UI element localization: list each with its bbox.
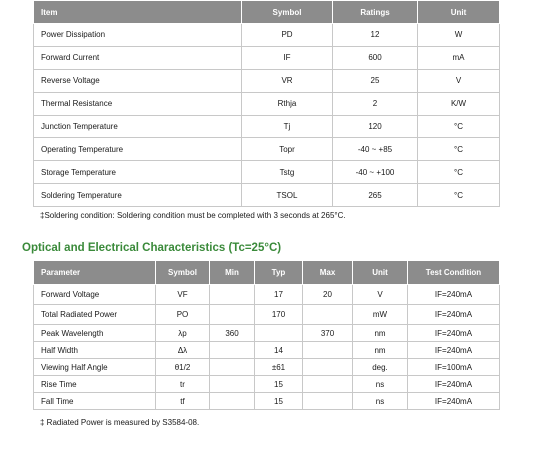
cell-symbol: Δλ [156, 342, 210, 359]
radiated-power-note: ‡ Radiated Power is measured by S3584-08. [40, 418, 200, 427]
cell-parameter: Viewing Half Angle [34, 359, 156, 376]
cell-rating: -40 ~ +100 [333, 161, 418, 184]
soldering-condition-note: ‡Soldering condition: Soldering condition must be completed with 3 seconds at 265°C. [40, 211, 346, 220]
cell-max [303, 376, 353, 393]
table-row [34, 138, 500, 161]
cell-rating: 265 [333, 184, 418, 207]
cell-unit: V [418, 69, 500, 92]
cell-rating: -40 ~ +85 [333, 138, 418, 161]
cell-test-condition: IF=240mA [408, 342, 500, 359]
cell-max: 20 [303, 285, 353, 305]
table-header-row [34, 1, 500, 24]
cell-min: 360 [210, 325, 255, 342]
cell-unit: V [353, 285, 408, 305]
cell-max [303, 393, 353, 410]
section-title: Optical and Electrical Characteristics (Tc=25°C) [22, 242, 282, 254]
table-row [34, 359, 500, 376]
cell-unit: °C [418, 115, 500, 138]
cell-rating: 600 [333, 46, 418, 69]
cell-symbol: Topr [242, 138, 333, 161]
cell-symbol: PD [242, 24, 333, 47]
cell-test-condition: IF=240mA [408, 285, 500, 305]
cell-item: Reverse Voltage [34, 69, 242, 92]
cell-unit: °C [418, 161, 500, 184]
cell-typ: 170 [255, 305, 303, 325]
cell-unit: ns [353, 376, 408, 393]
cell-unit: mA [418, 46, 500, 69]
cell-typ: ±61 [255, 359, 303, 376]
table-row [34, 305, 500, 325]
table-row [34, 161, 500, 184]
cell-test-condition: IF=100mA [408, 359, 500, 376]
cell-item: Operating Temperature [34, 138, 242, 161]
cell-unit: nm [353, 325, 408, 342]
cell-item: Junction Temperature [34, 115, 242, 138]
column-header-symbol: Symbol [242, 1, 333, 24]
cell-item: Soldering Temperature [34, 184, 242, 207]
column-header-unit: Unit [353, 261, 408, 285]
cell-typ [255, 325, 303, 342]
cell-rating: 25 [333, 69, 418, 92]
cell-unit: °C [418, 138, 500, 161]
cell-parameter: Peak Wavelength [34, 325, 156, 342]
cell-test-condition: IF=240mA [408, 305, 500, 325]
cell-unit: deg. [353, 359, 408, 376]
cell-parameter: Fall Time [34, 393, 156, 410]
cell-symbol: tr [156, 376, 210, 393]
cell-symbol: Rthja [242, 92, 333, 115]
cell-min [210, 342, 255, 359]
table-row [34, 115, 500, 138]
cell-symbol: IF [242, 46, 333, 69]
cell-min [210, 305, 255, 325]
column-header-symbol: Symbol [156, 261, 210, 285]
cell-min [210, 393, 255, 410]
cell-item: Storage Temperature [34, 161, 242, 184]
cell-typ: 15 [255, 393, 303, 410]
cell-test-condition: IF=240mA [408, 376, 500, 393]
cell-item: Forward Current [34, 46, 242, 69]
cell-rating: 2 [333, 92, 418, 115]
cell-test-condition: IF=240mA [408, 393, 500, 410]
cell-symbol: Tstg [242, 161, 333, 184]
cell-symbol: PO [156, 305, 210, 325]
cell-symbol: VF [156, 285, 210, 305]
absolute-maximum-ratings-table [33, 0, 500, 207]
cell-rating: 120 [333, 115, 418, 138]
table-row [34, 376, 500, 393]
column-header-test-condition: Test Condition [408, 261, 500, 285]
cell-unit: °C [418, 184, 500, 207]
cell-typ: 17 [255, 285, 303, 305]
cell-parameter: Half Width [34, 342, 156, 359]
cell-max [303, 342, 353, 359]
cell-unit: nm [353, 342, 408, 359]
column-header-typ: Typ [255, 261, 303, 285]
optical-electrical-characteristics-table [33, 260, 500, 410]
table-row [34, 285, 500, 305]
cell-unit: K/W [418, 92, 500, 115]
cell-max: 370 [303, 325, 353, 342]
cell-typ: 15 [255, 376, 303, 393]
cell-parameter: Total Radiated Power [34, 305, 156, 325]
cell-parameter: Rise Time [34, 376, 156, 393]
table-row [34, 184, 500, 207]
cell-symbol: Tj [242, 115, 333, 138]
cell-test-condition: IF=240mA [408, 325, 500, 342]
cell-symbol: tf [156, 393, 210, 410]
cell-max [303, 359, 353, 376]
column-header-unit: Unit [418, 1, 500, 24]
cell-min [210, 376, 255, 393]
table-header-row [34, 261, 500, 285]
table-row [34, 69, 500, 92]
cell-min [210, 359, 255, 376]
cell-symbol: λp [156, 325, 210, 342]
cell-parameter: Forward Voltage [34, 285, 156, 305]
cell-unit: mW [353, 305, 408, 325]
cell-symbol: θ1/2 [156, 359, 210, 376]
cell-symbol: TSOL [242, 184, 333, 207]
cell-max [303, 305, 353, 325]
column-header-parameter: Parameter [34, 261, 156, 285]
cell-unit: ns [353, 393, 408, 410]
table-row [34, 46, 500, 69]
table-row [34, 92, 500, 115]
table-row [34, 342, 500, 359]
table-row [34, 325, 500, 342]
table-row [34, 393, 500, 410]
cell-item: Power Dissipation [34, 24, 242, 47]
column-header-item: Item [34, 1, 242, 24]
cell-typ: 14 [255, 342, 303, 359]
cell-symbol: VR [242, 69, 333, 92]
cell-item: Thermal Resistance [34, 92, 242, 115]
cell-rating: 12 [333, 24, 418, 47]
cell-min [210, 285, 255, 305]
column-header-max: Max [303, 261, 353, 285]
column-header-min: Min [210, 261, 255, 285]
cell-unit: W [418, 24, 500, 47]
column-header-ratings: Ratings [333, 1, 418, 24]
table-row [34, 24, 500, 47]
